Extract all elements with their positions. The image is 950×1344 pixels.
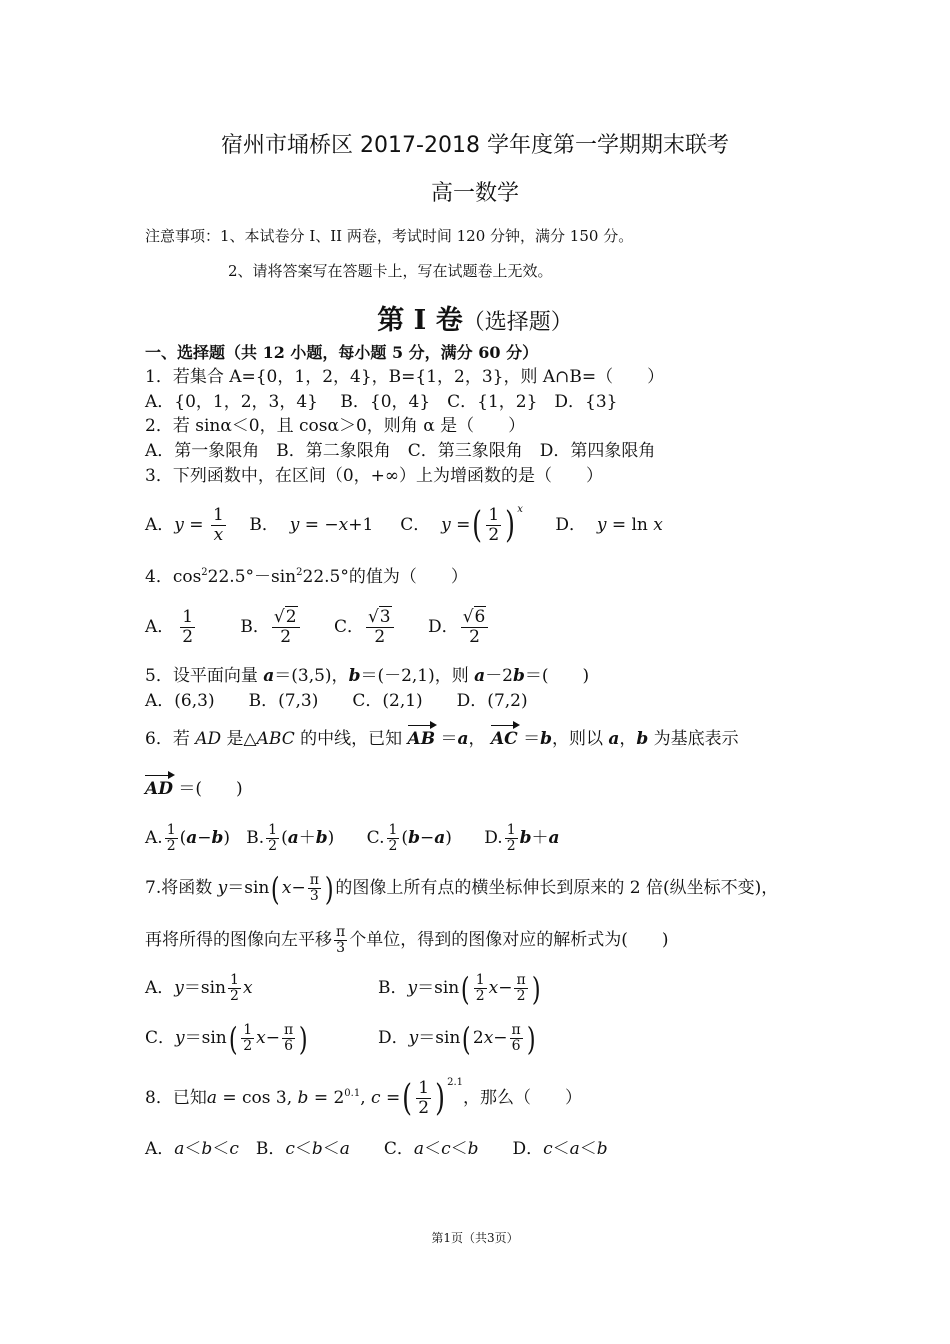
q6-options: A. $\frac{1}{2}$ (a−b) B. $\frac{1}{2}$ (a＋b) C. $\frac{1}{2}$ (b−a) D. $\frac{1}{2}$ b＋a — [145, 822, 560, 854]
q3-options: A．y = $\frac{1}{x}$ B． y = −x+1 C． y =( $\frac{1}{2}$ ) $^x$ D． y = ln x — [145, 504, 663, 546]
q1-stem: 1．若集合 A={0，1，2，4}，B={1，2，3}，则 A∩B=（ ） — [145, 367, 665, 387]
q8-stem: 8．已知a = cos 3, $b = 2^{0.1}$, c =( $\frac{1}{2}$ ) $^{2.1}$，那么（ ） — [145, 1077, 583, 1119]
page-footer: 第1页（共3页） — [431, 1231, 519, 1245]
q4-stem: 4．$\cos^222.5^\circ-\sin^222.5^\circ$的值为（ ） — [145, 567, 468, 587]
q7-stem-line2: 再将所得的图像向左平移 $\frac{\pi}{3}$ 个单位，得到的图像对应的解析式为( ) — [145, 924, 669, 956]
section-heading: 一、选择题（共 12 小题，每小题 5 分，满分 60 分） — [145, 343, 539, 362]
exam-title: 宿州市埇桥区 2017-2018 学年度第一学期期末联考 — [221, 133, 729, 158]
q1-options: A．{0，1，2，3，4} B．{0，4} C．{1，2} D．{3} — [145, 392, 618, 412]
exam-subject: 高一数学 — [430, 181, 519, 206]
q7-options-cd: C．y＝sin( $\frac{1}{2}$ x− $\frac{\pi}{6}$ ) D．y＝sin( 2x− $\frac{\pi}{6}$ ) — [145, 1019, 536, 1058]
q4-options: A． $\frac{1}{2}$ B． $\frac{√2}{2}$ C． $\frac{√3}{2}$ D． $\frac{√6}{2}$ — [145, 605, 490, 649]
q3-stem: 3．下列函数中，在区间（0，+∞）上为增函数的是（ ） — [145, 466, 604, 486]
q2-stem: 2．若 sinα＜0，且 cosα＞0，则角 α 是（ ） — [145, 416, 526, 436]
part-heading — [0, 298, 950, 337]
q7-stem-line1: 7.将函数 y＝sin( x− $\frac{\pi}{3}$ ) 的图像上所有点的横坐标伸长到原来的 2 倍(纵坐标不变)， — [145, 869, 779, 908]
part-main: 第 I 卷 — [377, 305, 463, 336]
q7-options-ab: A．y＝sin $\frac{1}{2}$ x B．y＝sin( $\frac{1}{2}$ x− $\frac{\pi}{2}$ ) — [145, 969, 541, 1008]
q8-options: A．a＜b＜c B．c＜b＜a C．a＜c＜b D．c＜a＜b — [145, 1139, 608, 1159]
part-sub: （选择题） — [462, 310, 573, 335]
q6-stem: 6．若 AD 是△ABC 的中线，已知 AB ＝a， AC ＝b，则以 a，b 为基底表示 — [145, 729, 739, 749]
q5-stem: 5．设平面向量 a＝(3,5)，b＝(－2,1)，则 a－2b＝( ) — [145, 666, 590, 686]
q6-blank: AD ＝( ) — [145, 779, 243, 799]
notice-line-1: 注意事项：1、本试卷分 I、II 两卷，考试时间 120 分钟，满分 150 分。 — [145, 227, 634, 245]
q2-options: A．第一象限角 B．第二象限角 C．第三象限角 D．第四象限角 — [145, 441, 656, 461]
notice-line-2: 2、请将答案写在答题卡上，写在试题卷上无效。 — [228, 262, 553, 280]
q5-options: A．(6,3) B．(7,3) C．(2,1) D．(7,2) — [145, 691, 528, 711]
